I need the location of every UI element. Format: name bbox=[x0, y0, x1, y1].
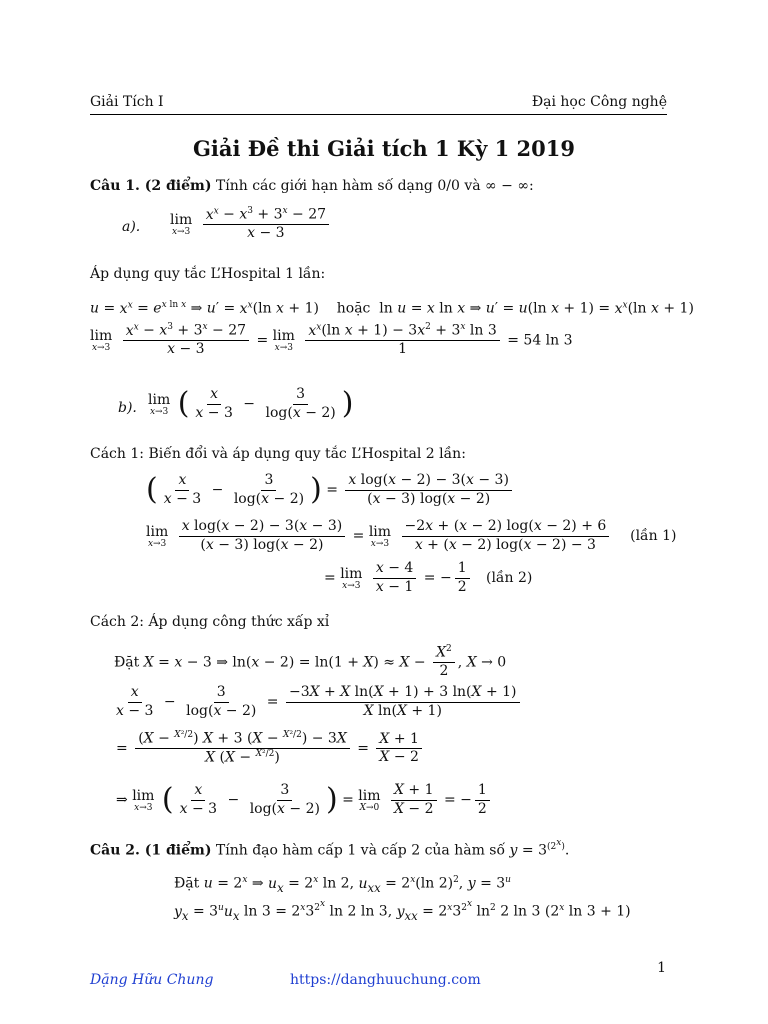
header-rule bbox=[90, 114, 667, 115]
formula-b-transform: ( $\frac{x}{x - 3}$ − $\frac{3}{\log(x - 2)}$ ) = $\frac{\text{x log(x − 2) − 3(x − 3)}}{(x - 3) \log(x - 2)}$ bbox=[146, 472, 515, 508]
formula-b-result: = lim x→3 $\frac{x - 4}{x - 1}$ = − $\frac{1}{2}$ (lần 2) bbox=[324, 560, 533, 595]
formula-substitution: Đặt X = x − 3 ⇒ ln(x − 2) = ln(1 + X) ≈ X − $\frac{X^2}{2}$ , X → 0 bbox=[114, 644, 507, 680]
question-1-label: Câu 1. (2 điểm) bbox=[90, 178, 212, 194]
formula-a-result: lim x→3 $\frac{x^x - x^3 + 3^x - 27}{x - 3}$ = lim x→3 $\frac{x^x(\ln x + 1) - 3x^2 + 3^x \ln 3}{1}$ = 54 ln 3 bbox=[90, 322, 573, 358]
question-2-prompt: Tính đạo hàm cấp 1 và cấp 2 của hàm số bbox=[215, 842, 506, 859]
formula-derivative-u: $u = x^x = e^{x ln x}$ ⇒ $u' = x^x(\ln$ x + 1) hoặc ln u = x ln x ⇒ u′ = u(ln $x + 1) = x^x(\ln$ x + 1) bbox=[90, 300, 694, 317]
or-text: hoặc bbox=[336, 300, 371, 317]
method-1-text: Cách 1: Biến đổi và áp dụng quy tắc L’Hospital 2 lần: bbox=[90, 446, 466, 462]
let-text: Đặt bbox=[114, 654, 140, 671]
part-a-label: a). bbox=[122, 219, 141, 235]
page-number: 1 bbox=[657, 960, 666, 976]
footer-url-link[interactable]: https://danghuuchung.com bbox=[290, 972, 481, 988]
formula-approx-1: $\frac{x}{x - 3}$ − $\frac{3}{\log(x - 2)}$ = $\frac{\text{−3X + X ln(X + 1) + 3 ln(X + 1)}}{\text{X ln(X + 1)}}$ bbox=[110, 684, 523, 720]
formula-cau2-derivs: $y_x = 3^uu_x$ $\ln 3 = 2^x3^{2^x}$ ln 2 ln 3, $y_{xx} = 2^x3^{2^x}$ $\ln^2 2$ ln 3 (2$^x$ ln 3 + 1) bbox=[174, 899, 631, 923]
step-1-note: (lần 1) bbox=[630, 528, 677, 544]
formula-approx-2: = $\frac{(X - ^{X^2/2}) X + 3 (X - ^{X^2/2}) - 3X}{X (X - ^{X^2/2})}$ = $\frac{X + 1}{X - 2}$ bbox=[116, 730, 425, 767]
question-2: Câu 2. (1 điểm) Tính đạo hàm cấp 1 và cấp 2 của hàm số $y = 3^{(2^x)}$. bbox=[90, 838, 570, 859]
formula-approx-result: ⇒ lim x→3 ( $\frac{x}{x - 3}$ − $\frac{3}{\log(x - 2)}$ ) = lim X→0 $\frac{X + 1}{X - 2}$ = − $\frac{1}{2}$ bbox=[116, 782, 493, 818]
part-b-label: b). bbox=[118, 400, 137, 416]
footer-author[interactable]: Dặng Hữu Chung bbox=[90, 972, 214, 988]
formula-b: lim x→3 ( $\frac{x}{x - 3}$ − $\frac{3}{\log(x - 2)}$ ) bbox=[148, 386, 354, 421]
lhospital-1-text: Áp dụng quy tắc L’Hospital 1 lần: bbox=[90, 266, 326, 282]
formula-a: lim x→3 $\frac{x^x - x^3 + 3^x - 27}{x - 3}$ bbox=[170, 206, 332, 243]
method-2-text: Cách 2: Áp dụng công thức xấp xỉ bbox=[90, 614, 330, 630]
step-2-note: (lần 2) bbox=[485, 570, 533, 586]
let-text-2: Đặt bbox=[174, 875, 200, 892]
question-1 bbox=[90, 178, 534, 194]
question-1-prompt: Tính các giới hạn hàm số dạng 0/0 và ∞ − ∞: bbox=[215, 178, 534, 194]
header-left: Giải Tích I bbox=[90, 94, 164, 110]
question-2-label: Câu 2. (1 điểm) bbox=[90, 842, 212, 859]
formula-cau2-sub: Đặt $u = 2^x$ ⇒ $u_x = 2^x$ ln 2, $u_{xx} = 2^x(\ln$ 2)$^2$, $y = 3^u$ bbox=[174, 875, 511, 895]
page-title: Giải Đề thi Giải tích 1 Kỳ 1 2019 bbox=[193, 136, 575, 161]
header-right: Đại học Công nghệ bbox=[531, 94, 667, 110]
formula-b-lhospital: lim x→3 $\frac{\text{x log(x − 2) − 3(x − 3)}}{(x - 3) \log(x - 2)}$ = lim x→3 $\frac{-2x + (x - 2) \log(x - 2) + 6}{x + (x - 2) \log(x - 2) - 3}$ (lần 1) bbox=[146, 518, 677, 553]
